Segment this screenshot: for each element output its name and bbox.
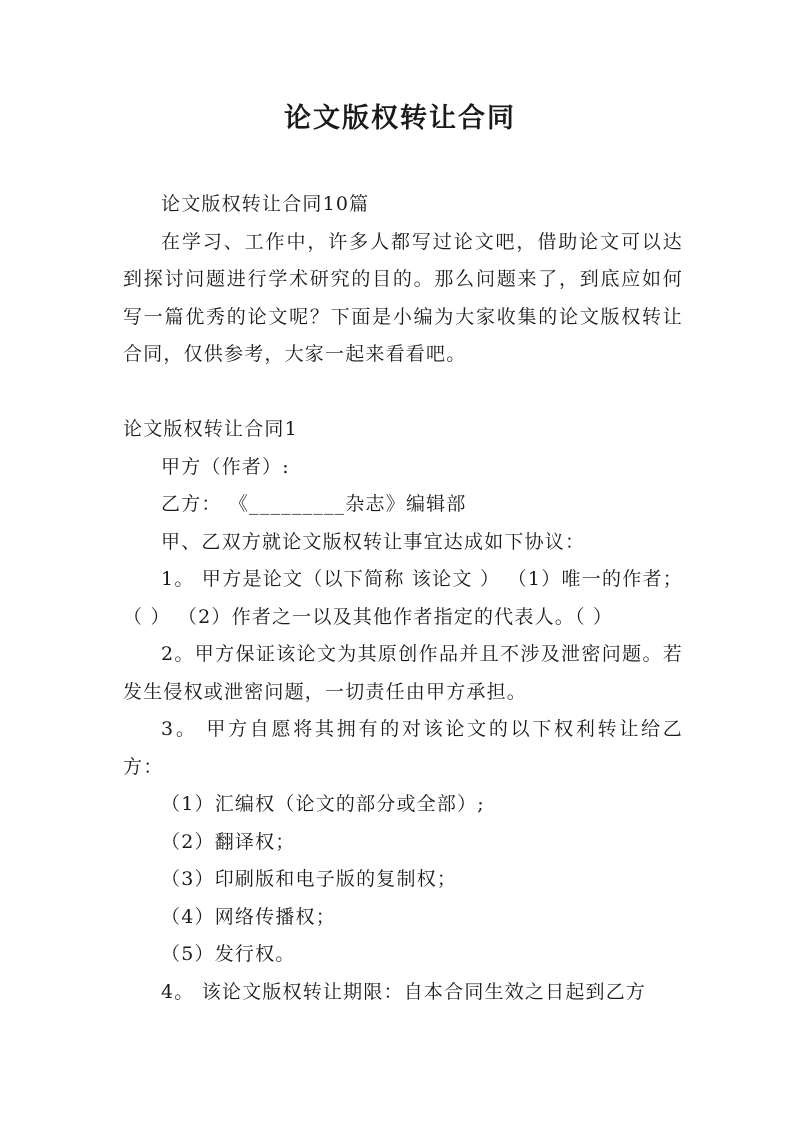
agreement-statement: 甲、乙双方就论文版权转让事宜达成如下协议： (161, 530, 586, 553)
document-title: 论文版权转让合同 (284, 103, 516, 134)
right-item: （1）汇编权（论文的部分或全部）; (161, 793, 485, 815)
paragraph-gap (123, 374, 683, 412)
intro-paragraph: 在学习、工作中，许多人都写过论文吧，借助论文可以达到探讨问题进行学术研究的目的。那么问题来了，到底应如何写一篇优秀的论文呢？下面是小编为大家收集的论文版权转让合同，仅供参考，大家一起来看看吧。 (123, 230, 683, 365)
clause-3: 3。 甲方自愿将其拥有的对该论文的以下权利转让给乙方： (123, 718, 683, 778)
clause-1: 1。 甲方是论文（以下简称 该论文 ） （1）唯一的作者；（ ） （2）作者之一以及其他作者指定的代表人。（ ） (123, 568, 683, 628)
right-item: （2）翻译权； (161, 830, 296, 853)
right-item: （3）印刷版和电子版的复制权； (161, 868, 458, 890)
intro-heading: 论文版权转让合同10篇 (161, 193, 370, 215)
party-a: 甲方（作者）: (161, 455, 290, 478)
right-item: （4）网络传播权； (161, 905, 336, 928)
right-item: （5）发行权。 (161, 943, 296, 965)
clause-4: 4。 该论文版权转让期限：自本合同生效之日起到乙方 (161, 980, 647, 1003)
section-heading: 论文版权转让合同1 (123, 418, 298, 440)
document-body (123, 186, 683, 1011)
clause-2: 2。甲方保证该论文为其原创作品并且不涉及泄密问题。若发生侵权或泄密问题，一切责任由甲方承担。 (123, 643, 683, 703)
party-b: 乙方： 《_________杂志》编辑部 (161, 493, 467, 515)
